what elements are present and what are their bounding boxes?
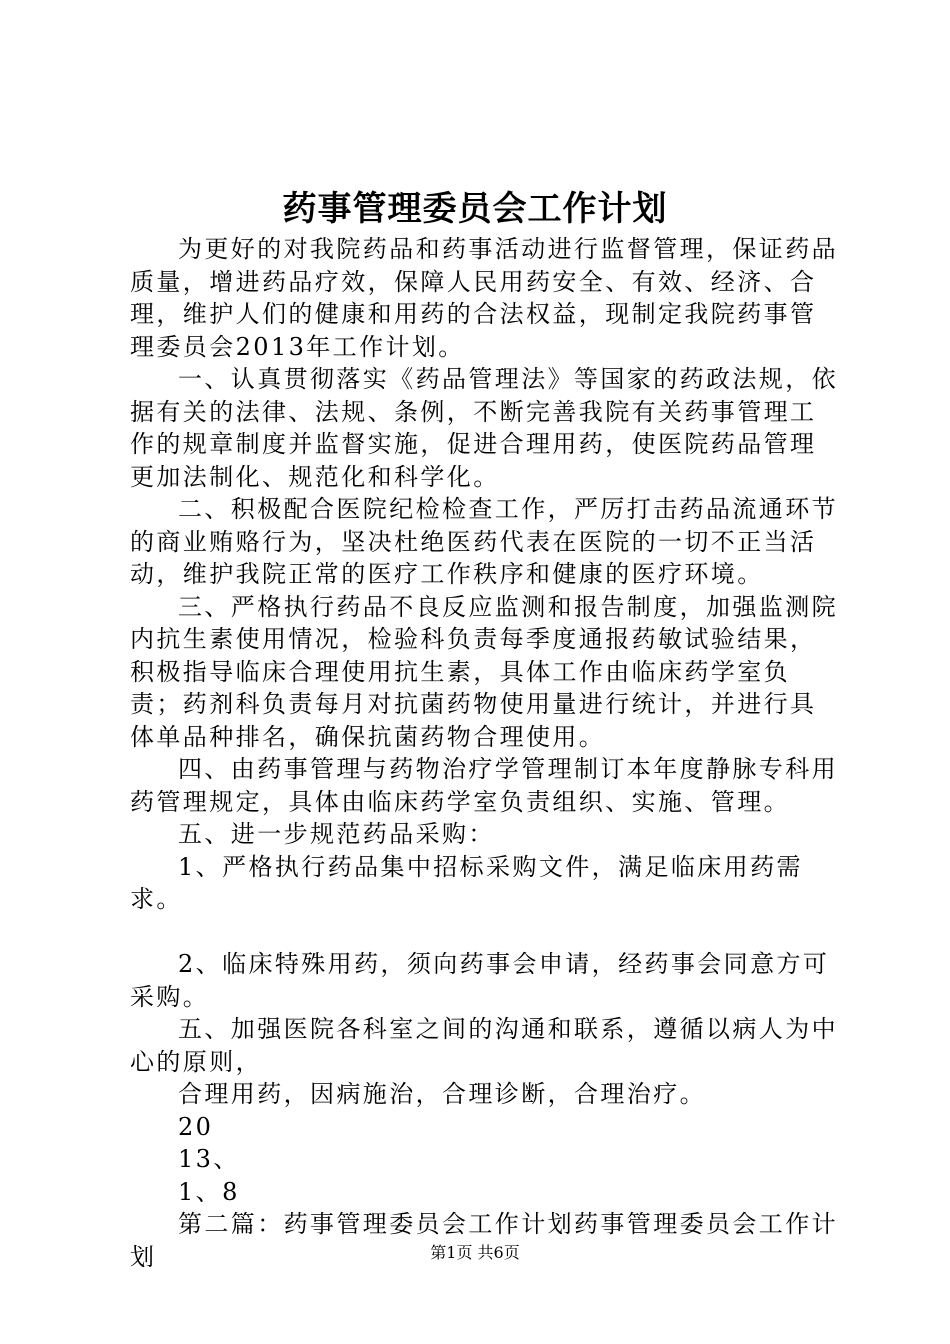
blank-line: [130, 916, 842, 949]
section-heading-part-2: 第二篇：药事管理委员会工作计划药事管理委员会工作计划: [130, 1210, 838, 1271]
paragraph-item-5: 五、进一步规范药品采购：: [178, 820, 495, 848]
date-fragment-2: 13、: [178, 1145, 240, 1173]
paragraph-sub-2: 2、临床特殊用药，须向药事会申请，经药事会同意方可采购。: [130, 950, 830, 1011]
paragraph-intro: 为更好的对我院药品和药事活动进行监督管理，保证药品质量，增进药品疗效，保障人民用药安全、有效、经济、合理，维护人们的健康和用药的合法权益，现制定我院药事管理委员会2013年工作计划。: [130, 235, 838, 361]
date-fragment-3: 1、8: [178, 1177, 240, 1206]
paragraph-item-4: 四、由药事管理与药物治疗学管理制订本年度静脉专科用药管理规定，具体由临床药学室负责组织、实施、管理。: [130, 755, 838, 816]
date-fragment-1: 20: [178, 1112, 214, 1141]
paragraph-item-2: 二、积极配合医院纪检检查工作，严厉打击药品流通环节的商业贿赂行为，坚决杜绝医药代表在医院的一切不正当活动，维护我院正常的医疗工作秩序和健康的医疗环境。: [130, 495, 838, 588]
paragraph-sub-1: 1、严格执行药品集中招标采购文件，满足临床用药需求。: [130, 852, 803, 913]
page-footer: 第1页 共6页: [430, 1243, 520, 1262]
paragraph-principles: 合理用药，因病施治，合理诊断，合理治疗。: [178, 1080, 706, 1108]
document-title: 药事管理委员会工作计划: [282, 189, 668, 229]
document-body: [130, 233, 842, 1273]
paragraph-item-1: 一、认真贯彻落实《药品管理法》等国家的药政法规，依据有关的法律、法规、条例，不断完善我院有关药事管理工作的规章制度并监督实施，促进合理用药，使医院药品管理更加法制化、规范化和科学化。: [130, 365, 838, 491]
paragraph-item-5b: 五、加强医院各科室之间的沟通和联系，遵循以病人为中心的原则，: [130, 1015, 838, 1076]
paragraph-item-3: 三、严格执行药品不良反应监测和报告制度，加强监测院内抗生素使用情况，检验科负责每季度通报药敏试验结果，积极指导临床合理使用抗生素，具体工作由临床药学室负责；药剂科负责每月对抗菌药物使用量进行统计，并进行具体单品种排名，确保抗菌药物合理使用。: [130, 592, 838, 751]
